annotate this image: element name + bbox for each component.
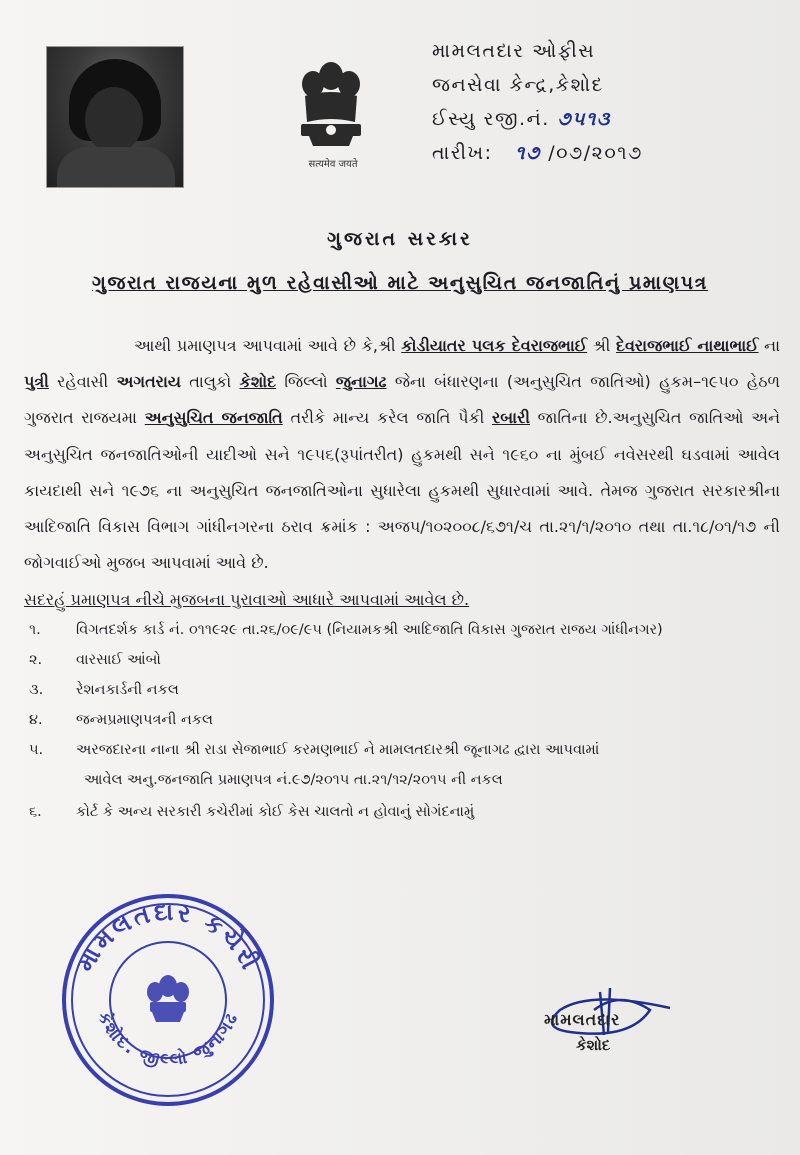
stamp-top-text: મામલતદાર કચેરી — [70, 897, 266, 977]
office-header — [432, 34, 643, 170]
body-text: આથી પ્રમાણપત્ર આપવામાં આવે છે કે,શ્રી — [134, 336, 402, 355]
applicant-name: કોડીયાતર પલક દેવરાજભાઈ — [401, 336, 588, 355]
list-item — [24, 648, 794, 678]
issue-reg-number: ૭૫૧૩ — [557, 108, 611, 130]
stamp-emblem-icon — [147, 975, 189, 1022]
government-heading: ગુજરાત સરકાર — [327, 228, 473, 250]
list-item — [24, 618, 794, 648]
list-item — [24, 678, 794, 708]
evidence-list — [24, 618, 794, 830]
body-text: જિલ્લો — [276, 372, 336, 392]
tribe-category: અનુસુચિત જનજાતિ — [144, 408, 283, 428]
list-item-number: ૪. — [29, 712, 43, 728]
emblem-motto: सत्यमेव जयते — [308, 159, 358, 170]
list-item-number: ૧. — [29, 622, 41, 638]
list-item-text: જન્મપ્રમાણપત્રની નકલ — [76, 712, 213, 728]
office-name: મામલતદાર ઓફીસ — [432, 40, 596, 62]
signatory-title: મામલતદાર — [544, 1010, 621, 1029]
issue-date — [432, 136, 643, 170]
list-item-text: કોર્ટ કે અન્ય સરકારી કચેરીમાં કોઈ કેસ ચાલતો ન હોવાનું સોગંદનામું — [76, 804, 475, 820]
svg-text:મામલતદાર કચેરી — [71, 898, 265, 976]
village: અગતરાય — [116, 372, 181, 392]
list-item-number: ૨. — [29, 652, 43, 668]
body-text: તાલુકો — [180, 372, 240, 392]
list-item-number: ૩. — [29, 682, 44, 698]
caste-name: રબારી — [492, 408, 530, 428]
list-item-number: ૬. — [29, 804, 42, 820]
date-label: તારીખ: — [432, 142, 493, 164]
body-text: જાતિના છે.અનુસુચિત જાતિઓ અને અનુસુચિત જનજાતિઓની યાદીઓ સને ૧૯૫૬(રૂપાંતરીત) હુકમથી સને ૧૯૬૦ ના મુંબઈ નવેસરથી ઘડવામાં આવેલ કાયદાથી સને ૧૯૭૬ ના અનુસુચિત જનજાતિઓના સુધારેલા હુકમથી સુધારવામાં આવે. તેમજ ગુજરાત સરકારશ્રીના આદિજાતિ વિકાસ વિભાગ ગાંધીનગરના ઠરાવ ક્રમાંક : અજપ/૧૦૨૦૦૮/૬૭૧/ચ તા.૨૧/૧/૨૦૧૦ તથા તા.૧૮/૦૧/૧૭ ની જોગવાઈઓ મુજબ આપવામાં આવે છે. — [24, 408, 781, 573]
body-text: ના — [758, 336, 780, 355]
certificate-title: ગુજરાત રાજયના મુળ રહેવાસીઓ માટે અનુસુચિત જનજાતિનું પ્રમાણપત્ર — [92, 272, 708, 294]
issue-reg-label: ઈસ્યુ રજી.નં. — [432, 108, 550, 130]
body-text: રહેવાસી — [48, 372, 117, 392]
date-day: ૧૭ — [515, 142, 541, 164]
list-item-number: ૫. — [29, 742, 44, 758]
body-text: જેના બંધારણના (અનુસુચિત જાતિઓ) હુકમ–૧૯૫૦ હેઠળ ગુજરાત રાજયમા — [24, 372, 781, 428]
list-item — [24, 800, 794, 830]
date-month-year: /૦૭/૨૦૧૭ — [548, 142, 643, 164]
signatory-place: કેશોદ — [576, 1036, 611, 1054]
national-emblem-icon — [283, 50, 379, 170]
list-item — [24, 708, 794, 738]
list-item-text-continued: આવેલ અનુ.જનજાતિ પ્રમાણપત્ર નં.૯૭/૨૦૧૫ તા.૨૧/૧૨/૨૦૧૫ ની નકલ — [84, 772, 503, 788]
taluka: કેશોદ — [239, 372, 277, 392]
office-stamp — [58, 890, 278, 1110]
service-center: જનસેવા કેન્દ્ર,કેશોદ — [432, 74, 604, 96]
list-item-text: વારસાઈ આંબો — [76, 652, 161, 668]
father-name: દેવરાજભાઈ નાથાભાઈ — [616, 336, 759, 355]
certificate-body — [24, 328, 780, 581]
body-text: તરીકે માન્ય કરેલ જાતિ પૈકી — [282, 408, 493, 428]
list-item-text: વિગતદર્શક કાર્ડ નં. ૦૧૧૯૨૯ તા.૨૬/૦૯/૯૫ (નિયામકશ્રી આદિજાતિ વિકાસ ગુજરાત રાજય ગાંધીનગર) — [76, 622, 663, 638]
district: જુનાગઢ — [335, 372, 387, 392]
stamp-bottom-text: કેશોદ. જીલ્લો જુનાગઢ — [93, 1008, 243, 1071]
list-item — [24, 738, 794, 800]
issue-registration — [432, 102, 643, 136]
applicant-photo — [46, 46, 184, 188]
evidence-heading: સદરહું પ્રમાણપત્ર નીચે મુજબના પુરાવાઓ આધારે આપવામાં આવેલ છે. — [24, 590, 470, 609]
relation: પુત્રી — [24, 372, 49, 392]
body-text: શ્રી — [587, 336, 616, 355]
list-item-text: અરજદારના નાના શ્રી રાડા સેજાભાઈ કરમણભાઈ ને મામલતદારશ્રી જૂનાગઢ દ્વારા આપવામાં — [76, 742, 600, 758]
list-item-text: રેશનકાર્ડની નકલ — [76, 682, 179, 698]
